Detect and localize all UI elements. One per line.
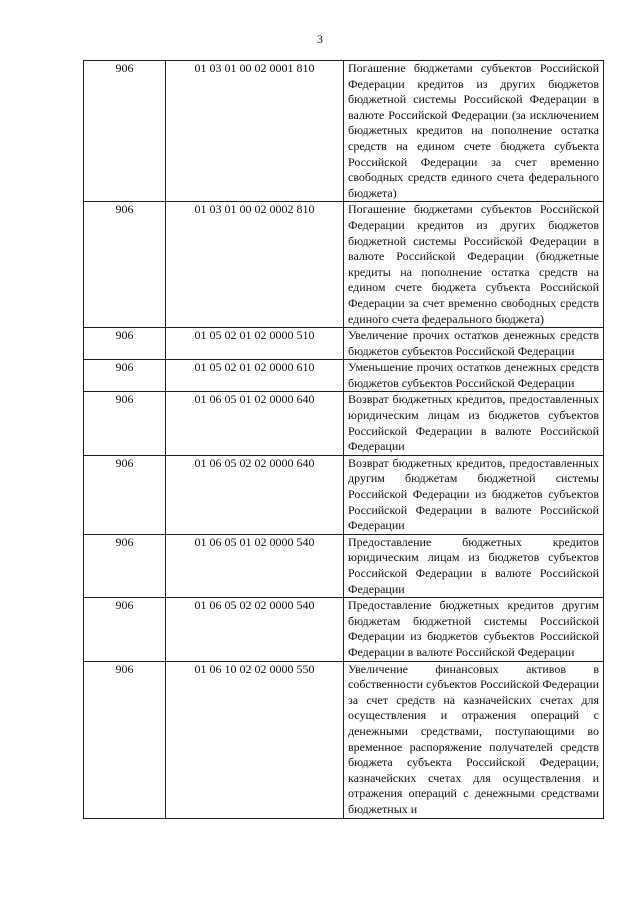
kbk-code-cell: 01 06 10 02 02 0000 550	[166, 661, 344, 818]
table-row	[84, 392, 604, 455]
admin-code-cell: 906	[84, 534, 166, 597]
kbk-code-cell: 01 06 05 01 02 0000 640	[166, 392, 344, 455]
table-row	[84, 455, 604, 534]
table-row	[84, 328, 604, 360]
kbk-code-cell: 01 03 01 00 02 0002 810	[166, 202, 344, 328]
kbk-code-cell: 01 05 02 01 02 0000 610	[166, 360, 344, 392]
admin-code-cell: 906	[84, 360, 166, 392]
admin-code-cell: 906	[84, 61, 166, 202]
admin-code-cell: 906	[84, 455, 166, 534]
budget-codes-table	[83, 60, 604, 819]
kbk-code-cell: 01 06 05 02 02 0000 540	[166, 598, 344, 661]
admin-code-cell: 906	[84, 661, 166, 818]
description-cell: Возврат бюджетных кредитов, предоставленных юридическим лицам из бюджетов субъектов Российской Федерации в валюте Российской Федерации	[344, 392, 604, 455]
table-row	[84, 534, 604, 597]
kbk-code-cell: 01 06 05 02 02 0000 640	[166, 455, 344, 534]
kbk-code-cell: 01 05 02 01 02 0000 510	[166, 328, 344, 360]
description-cell: Предоставление бюджетных кредитов юридическим лицам из бюджетов субъектов Российской Федерации в валюте Российской Федерации	[344, 534, 604, 597]
page-number: 3	[317, 32, 323, 46]
kbk-code-cell: 01 06 05 01 02 0000 540	[166, 534, 344, 597]
admin-code-cell: 906	[84, 328, 166, 360]
description-cell: Возврат бюджетных кредитов, предоставленных другим бюджетам бюджетной системы Российской Федерации из бюджетов субъектов Российской Федерации в валюте Российской Федерации	[344, 455, 604, 534]
description-cell: Уменьшение прочих остатков денежных средств бюджетов субъектов Российской Федерации	[344, 360, 604, 392]
table-row	[84, 61, 604, 202]
admin-code-cell: 906	[84, 202, 166, 328]
table-row	[84, 202, 604, 328]
admin-code-cell: 906	[84, 598, 166, 661]
description-cell: Увеличение финансовых активов в собственности субъектов Российской Федерации за счет средств на казначейских счетах для осуществления и отражения операций с денежными средствами, поступающими во временное распоряжение получателей средств бюджета субъекта Российской Федерации, казначейских счетах для осуществления и отражения операций с денежными средствами бюджетных и	[344, 661, 604, 818]
description-cell: Увеличение прочих остатков денежных средств бюджетов субъектов Российской Федерации	[344, 328, 604, 360]
description-cell: Погашение бюджетами субъектов Российской Федерации кредитов из других бюджетов бюджетной системы Российской Федерации в валюте Российской Федерации (за исключением бюджетных кредитов на пополнение остатка средств на едином счете бюджета субъекта Российской Федерации за счет временно свободных средств единого счета федерального бюджета)	[344, 61, 604, 202]
description-cell: Предоставление бюджетных кредитов другим бюджетам бюджетной системы Российской Федерации из бюджетов субъектов Российской Федерации в валюте Российской Федерации	[344, 598, 604, 661]
kbk-code-cell: 01 03 01 00 02 0001 810	[166, 61, 344, 202]
table-row	[84, 598, 604, 661]
admin-code-cell: 906	[84, 392, 166, 455]
table-row	[84, 661, 604, 818]
description-cell: Погашение бюджетами субъектов Российской Федерации кредитов из других бюджетов бюджетной системы Российской Федерации в валюте Российской Федерации (бюджетные кредиты на пополнение остатка средств на едином счете бюджета субъекта Российской Федерации за счет временно свободных средств единого счета федерального бюджета)	[344, 202, 604, 328]
table-row	[84, 360, 604, 392]
